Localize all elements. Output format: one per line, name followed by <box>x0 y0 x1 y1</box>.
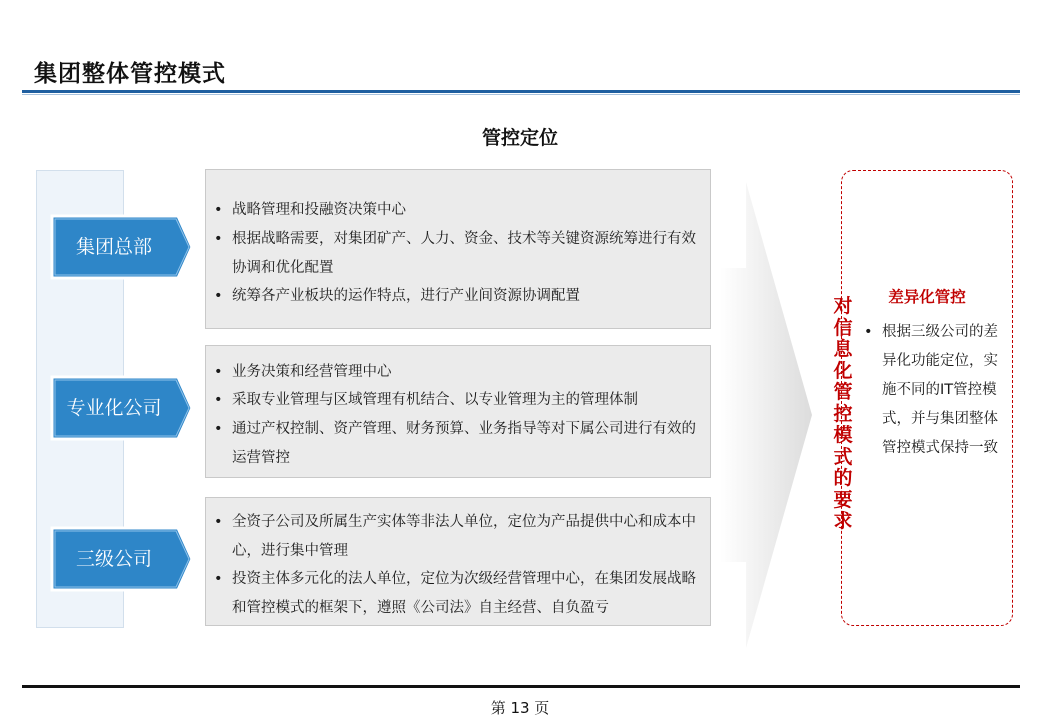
vertical-label-char: 信 <box>833 316 853 339</box>
level-tag-specialized <box>50 375 196 441</box>
list-item: • 通过产权控制、资产管理、财务预算、业务指导等对下属公司进行有效的运营管控 <box>232 415 698 472</box>
vertical-label-char: 求 <box>833 510 853 532</box>
level-tag-label: 集团总部 <box>75 236 152 258</box>
title-rule <box>22 90 1020 93</box>
bullet-dot-icon: • <box>214 231 223 247</box>
vertical-label-char: 控 <box>833 402 853 425</box>
bullet-dot-icon: • <box>214 392 223 408</box>
bullet-dot-icon: • <box>214 288 223 304</box>
requirement-text: 根据三级公司的差异化功能定位，实施不同的IT管控模式，并与集团整体管控模式保持一致 <box>882 324 998 456</box>
footer-rule <box>22 685 1020 688</box>
list-item: • 根据战略需要，对集团矿产、人力、资金、技术等关键资源统筹进行有效协调和优化配置 <box>232 225 698 282</box>
bullet-dot-icon: • <box>214 202 223 218</box>
vertical-label-char: 式 <box>833 445 853 468</box>
section-title: 管控定位 <box>481 127 558 149</box>
title-rule-thin <box>22 94 1020 95</box>
list-item: • 投资主体多元化的法人单位，定位为次级经营管理中心，在集团发展战略和管控模式的框架下，遵照《公司法》自主经营、自负盈亏 <box>232 565 698 622</box>
requirement-box <box>841 170 1013 626</box>
list-item: • 全资子公司及所属生产实体等非法人单位，定位为产品提供中心和成本中心，进行集中管理 <box>232 508 698 565</box>
bullet-dot-icon: • <box>214 364 223 380</box>
bullet-dot-icon: • <box>214 514 223 530</box>
vertical-label-char: 对 <box>833 295 853 317</box>
list-item: • 统筹各产业板块的运作特点，进行产业间资源协调配置 <box>232 282 698 311</box>
desc-box-specialized <box>205 345 711 478</box>
requirement-title: 差异化管控 <box>888 288 966 306</box>
bullet-dot-icon: • <box>864 324 873 340</box>
vertical-label-char: 要 <box>833 488 853 511</box>
desc-box-hq <box>205 169 711 329</box>
level-tag-label: 专业化公司 <box>66 397 162 419</box>
flow-arrow-icon <box>720 182 820 648</box>
list-item: • 采取专业管理与区域管理有机结合、以专业管理为主的管理体制 <box>232 386 698 415</box>
bullet-dot-icon: • <box>214 421 223 437</box>
desc-box-tertiary <box>205 497 711 626</box>
vertical-label-char: 化 <box>833 359 853 382</box>
list-item: • 战略管理和投融资决策中心 <box>232 196 698 225</box>
vertical-label-char: 管 <box>833 381 853 403</box>
level-tag-tertiary <box>50 526 196 592</box>
level-tag-hq <box>50 214 196 280</box>
vertical-label-char: 模 <box>833 424 853 446</box>
list-item: • 业务决策和经营管理中心 <box>232 358 698 387</box>
page-number: 第 13 页 <box>490 699 550 717</box>
bullet-dot-icon: • <box>214 571 223 587</box>
level-tag-label: 三级公司 <box>75 548 152 570</box>
vertical-label-char: 的 <box>833 467 853 489</box>
page-title: 集团整体管控模式 <box>34 61 226 87</box>
vertical-label-char: 息 <box>833 338 853 360</box>
